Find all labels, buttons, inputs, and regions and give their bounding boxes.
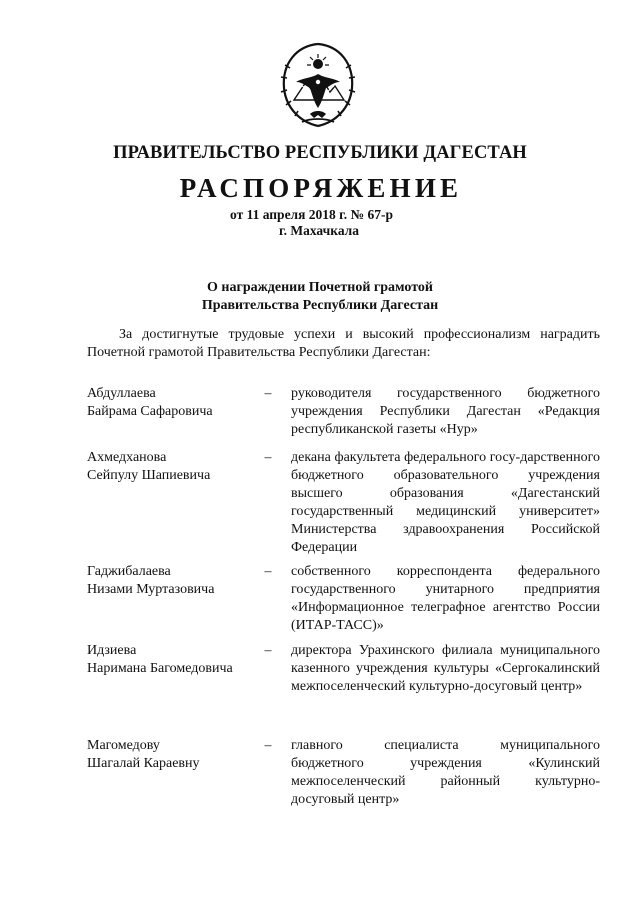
awardee-name [87, 737, 255, 773]
awardee-position: руководителя государственного бюджетного учреждения Республики Дагестан «Редакция республиканской газеты «Нур» [291, 386, 600, 437]
document-city: г. Махачкала [279, 223, 360, 238]
document-type: РАСПОРЯЖЕНИЕ [179, 173, 463, 203]
awardee-given-name: Сейпулу Шапиевича [87, 468, 211, 483]
dash-separator: – [264, 643, 272, 658]
subject-line: Правительства Республики Дагестан [201, 298, 439, 313]
awardee-name [87, 563, 255, 599]
awardee-position: главного специалиста муниципального бюджетного учреждения «Кулинский межпоселенческий районный культурно-досуговый центр» [291, 738, 600, 807]
awardee-name [87, 449, 255, 485]
dash-separator: – [264, 564, 272, 579]
awardee-given-name: Шагалай Караевну [87, 756, 200, 771]
awardee-surname: Ахмедханова [87, 450, 167, 465]
awardee-given-name: Байрама Сафаровича [87, 404, 213, 419]
awardee-surname: Магомедову [87, 738, 160, 753]
awardee-surname: Гаджибалаева [87, 564, 171, 579]
dash-separator: – [264, 738, 272, 753]
awardee-name [87, 385, 255, 421]
dash-separator: – [264, 450, 272, 465]
government-title: ПРАВИТЕЛЬСТВО РЕСПУБЛИКИ ДАГЕСТАН [113, 143, 527, 163]
awardee-position: декана факультета федерального госу-дарственного бюджетного образовательного учреждения высшего образования «Дагестанский государственный медицинский университет» Министерства здравоохранения Российской Федерации [291, 450, 600, 555]
subject-line: О награждении Почетной грамотой [207, 280, 433, 295]
awardee-given-name: Низами Муртазовича [87, 582, 215, 597]
awardee-given-name: Наримана Багомедовича [87, 661, 233, 676]
awardee-position: директора Урахинского филиала муниципального казенного учреждения культуры «Сергокалинский межпоселенческий культурно-досуговый центр» [291, 643, 600, 694]
awardee-position: собственного корреспондента федерального государственного унитарного предприятия «Информационное телеграфное агентство России (ИТАР-ТАСС)» [291, 564, 600, 633]
awardee-surname: Идзиева [87, 643, 137, 658]
document-subject [0, 279, 640, 315]
document-date: от 11 апреля 2018 г. № 67-р [230, 207, 393, 222]
dash-separator: – [264, 386, 272, 401]
dagestan-coat-of-arms-icon [272, 38, 364, 134]
awardee-name [87, 642, 255, 678]
awardee-surname: Абдуллаева [87, 386, 156, 401]
intro-paragraph: За достигнутые трудовые успехи и высокий профессионализм наградить Почетной грамотой Правительства Республики Дагестан: [87, 327, 600, 360]
